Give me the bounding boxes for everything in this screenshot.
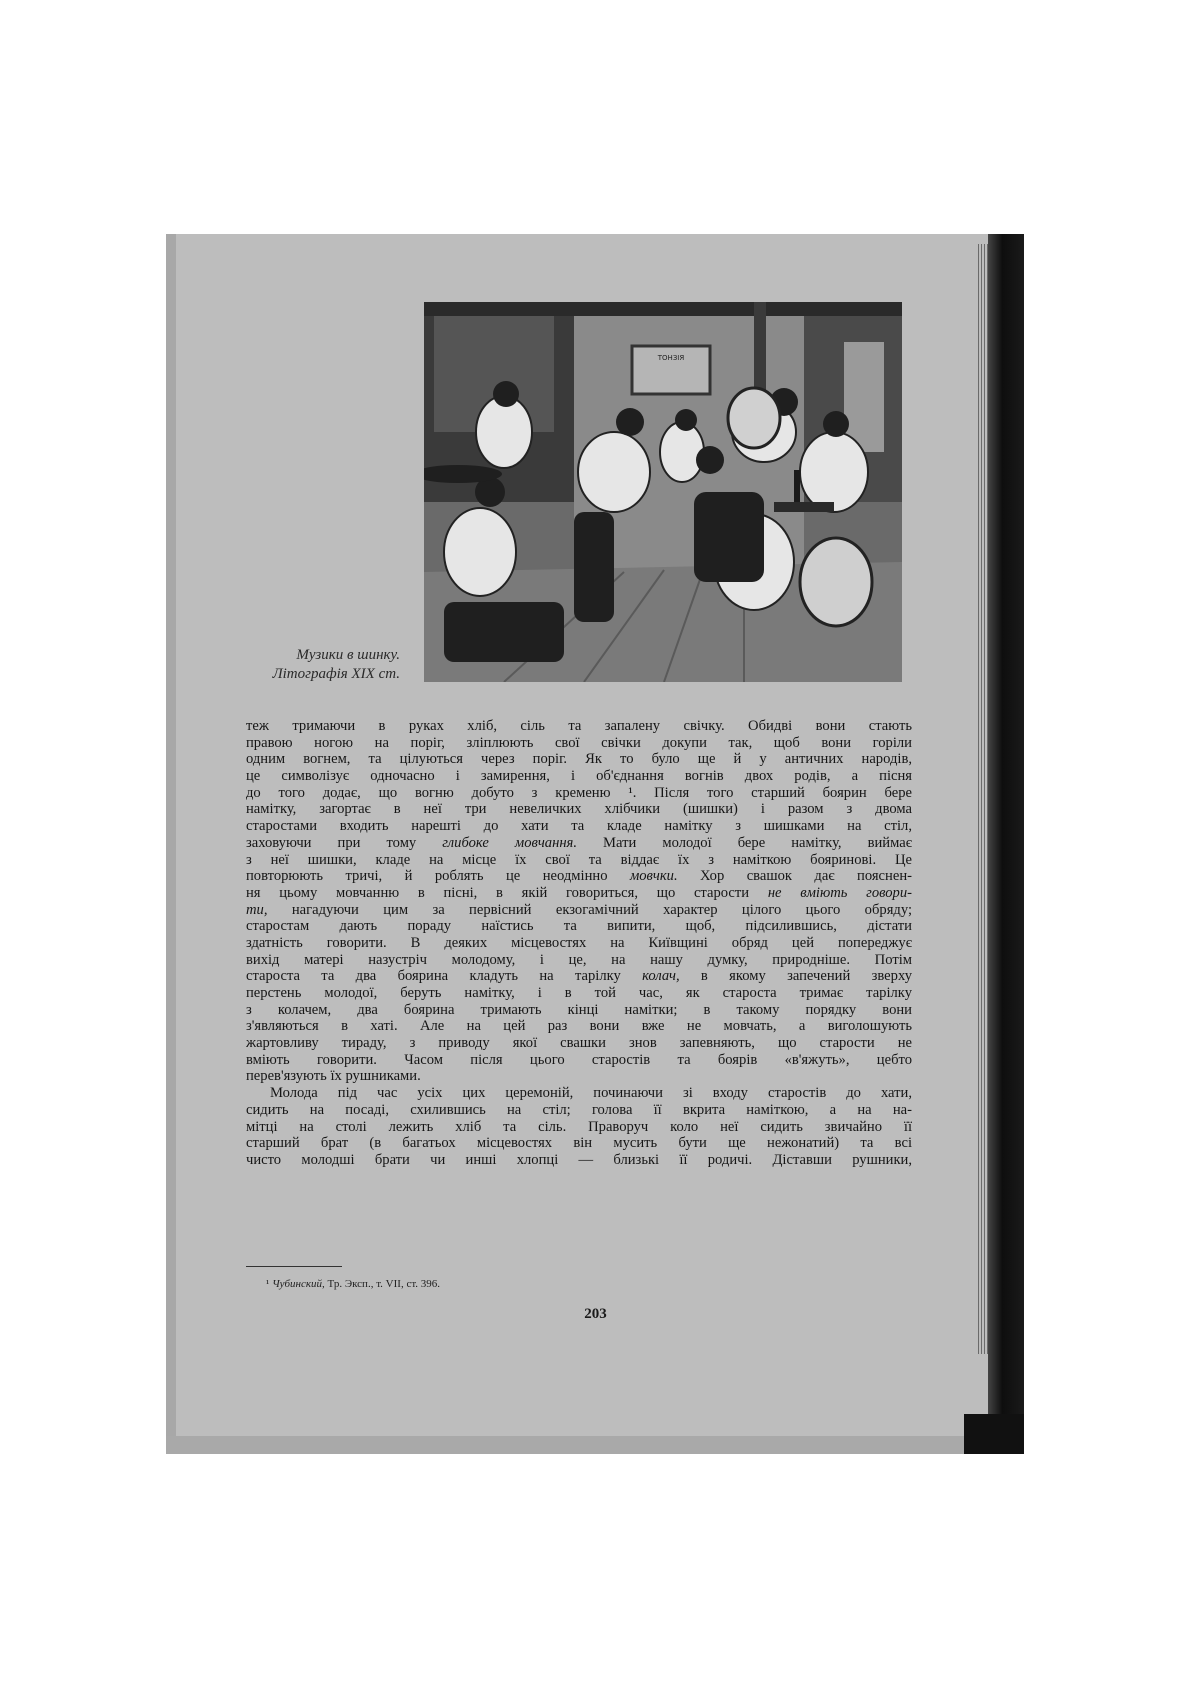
body-text — [246, 718, 912, 1169]
text-line — [246, 835, 912, 852]
text-segment: вміють говорити. Часом після цього старостів та боярів «в'яжуть», цебто — [246, 1051, 912, 1068]
text-line — [246, 801, 912, 818]
text-line — [246, 952, 912, 969]
text-line — [246, 968, 912, 985]
text-segment: старостами входить нарешті до хати та кладе намітку з шишками на стіл, — [246, 818, 912, 835]
text-line — [246, 768, 912, 785]
footnote-marker: ¹ — [266, 1278, 270, 1290]
text-segment: вихід матері назустріч молодому, і це, на нашу думку, природніше. Потім — [246, 951, 912, 968]
text-segment: Мати молодої бере намітку, виймає — [577, 834, 912, 851]
text-segment: старший брат (в багатьох місцевостях він мусить бути ще нежонатий) та всі — [246, 1135, 912, 1152]
text-line — [246, 1119, 912, 1136]
text-line — [246, 1002, 912, 1019]
text-line — [246, 1102, 912, 1119]
text-line — [246, 1135, 912, 1152]
text-segment: повторюють тричі, й роблять це неодмінно — [246, 868, 630, 885]
text-segment: сидить на посаді, схилившись на стіл; голова її вкрита наміткою, а на на- — [246, 1101, 912, 1118]
lithograph-drawing — [424, 302, 902, 682]
text-line — [246, 818, 912, 835]
text-line — [246, 735, 912, 752]
text-line — [246, 1052, 912, 1069]
page-left-edge — [166, 234, 176, 1454]
text-line — [246, 852, 912, 869]
illustration-caption — [222, 646, 400, 684]
text-line — [246, 1152, 912, 1169]
scan-corner-shadow — [964, 1414, 1024, 1454]
lithograph-illustration — [424, 302, 902, 682]
text-segment: мітці на столі лежить хліб та сіль. Праворуч коло неї сидить звичайно її — [246, 1118, 912, 1135]
text-segment: перев'язують їх рушниками. — [246, 1068, 421, 1085]
text-segment: перстень молодої, беруть намітку, і в той час, як староста тримає тарілку — [246, 985, 912, 1001]
text-segment: з колачем, два боярина тримають кінці намітки; в такому порядку вони — [246, 1001, 912, 1018]
text-segment: Хор свашок дає пояснен- — [677, 868, 912, 885]
text-line — [246, 785, 912, 802]
caption-line-1: Музики в шинку. — [296, 647, 400, 663]
text-line — [246, 935, 912, 952]
text-line — [246, 1085, 912, 1102]
text-line — [246, 1068, 912, 1085]
italic-emphasis: ти, — [246, 901, 268, 918]
footnote — [266, 1278, 440, 1290]
text-segment: правою ногою на поріг, зліплюють свої свічки докупи так, щоб вони горіли — [246, 734, 912, 751]
text-line — [246, 751, 912, 768]
text-segment: до того додає, що вогню добуто з кременю ¹. Після того старший боярин бере — [246, 784, 912, 801]
italic-emphasis: мовчки. — [629, 868, 678, 885]
page-bottom-edge — [166, 1436, 1024, 1454]
text-segment: староста та два боярина кладуть на тарілку — [246, 968, 643, 985]
text-line — [246, 718, 912, 735]
caption-line-2: Літографія XIX ст. — [272, 666, 400, 682]
text-segment: це символізує одночасно і замирення, і об'єднання вогнів двох родів, а пісня — [246, 768, 912, 785]
text-segment: чисто молодші брати чи инші хлопці — близькі її родичі. Діставши рушники, — [246, 1151, 912, 1168]
wall-sign-text: ТОНЗІЯ — [657, 354, 685, 362]
text-segment: Молода під час усіх цих церемоній, починаючи зі входу старостів до хати, — [270, 1085, 912, 1102]
italic-emphasis: колач, — [642, 968, 680, 985]
text-segment: заховуючи при тому — [246, 834, 443, 851]
text-segment: нагадуючи цим за первісний екзогамічний характер цілого цього обряду; — [267, 901, 912, 918]
text-line — [246, 1018, 912, 1035]
footnote-rule — [246, 1266, 342, 1267]
text-segment: в якому запечений зверху — [679, 968, 912, 985]
footnote-reference: Тр. Эксп., т. VII, ст. 396. — [324, 1278, 441, 1290]
text-segment: здатність говорити. В деяких місцевостях на Київщині обряд цей попереджує — [246, 934, 912, 951]
text-segment: старостам дають пораду наїстись та випити, щоб, підсилившись, дістати — [246, 918, 912, 935]
page-stack-edges — [978, 244, 988, 1354]
footnote-author: Чубинский, — [272, 1278, 325, 1290]
text-line — [246, 902, 912, 919]
text-line — [246, 918, 912, 935]
text-line — [246, 885, 912, 902]
text-segment: з неї шишки, кладе на місце їх свої та віддає їх з наміткою бояринові. Це — [246, 851, 912, 868]
text-line — [246, 985, 912, 1002]
text-segment: з'являються в хаті. Але на цей раз вони вже не мовчать, а виголошують — [246, 1018, 912, 1035]
text-segment: ня цьому мовчанню в пісні, в якій говориться, що старости — [246, 884, 768, 901]
text-segment: теж тримаючи в руках хліб, сіль та запалену свічку. Обидві вони стають — [246, 718, 912, 734]
text-segment: одним вогнем, та цілуються через поріг. Як то було ще й у античних народів, — [246, 751, 912, 768]
text-segment: жартовливу тираду, з приводу якої свашки знов запевняють, що старости не — [246, 1035, 912, 1052]
text-line — [246, 868, 912, 885]
text-line — [246, 1035, 912, 1052]
page-number: 203 — [584, 1306, 607, 1322]
italic-emphasis: не вміють говори- — [767, 884, 912, 901]
italic-emphasis: глибоке мовчання. — [442, 834, 577, 851]
text-segment: намітку, загортає в неї три невеличких хлібчики (шишки) і разом з двома — [246, 801, 912, 818]
book-spine-shadow — [988, 234, 1024, 1454]
